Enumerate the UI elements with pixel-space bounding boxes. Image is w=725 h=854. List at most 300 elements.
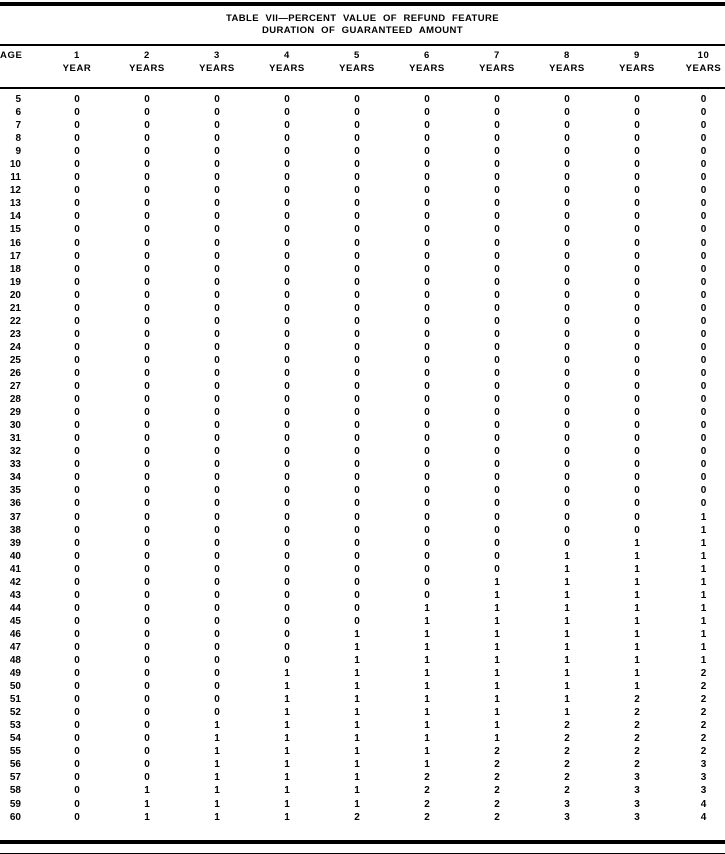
table-row	[0, 263, 725, 276]
value-cell: 0	[354, 433, 360, 445]
value-cell: 0	[634, 498, 640, 510]
value-cell: 0	[700, 420, 707, 432]
value-cell: 0	[564, 381, 570, 393]
table-row	[0, 758, 725, 771]
value-cell: 1	[424, 746, 430, 758]
value-cell: 0	[214, 707, 220, 719]
table-row	[0, 576, 725, 589]
age-cell: 57	[9, 772, 21, 784]
value-cell: 1	[700, 602, 707, 614]
value-cell: 2	[700, 694, 707, 706]
column-header-unit: YEARS	[549, 63, 585, 74]
value-cell: 0	[214, 615, 220, 627]
value-cell: 1	[354, 772, 360, 784]
value-cell: 1	[354, 759, 360, 771]
value-cell: 0	[424, 133, 430, 145]
value-cell: 0	[284, 341, 290, 353]
table-row	[0, 550, 725, 563]
table-row	[0, 693, 725, 706]
table-row	[0, 158, 725, 171]
value-cell: 0	[494, 381, 500, 393]
table-row	[0, 432, 725, 445]
value-cell: 0	[284, 628, 290, 640]
value-cell: 0	[74, 354, 80, 366]
value-cell: 0	[700, 407, 707, 419]
value-cell: 2	[494, 785, 500, 797]
column-header-unit: YEARS	[129, 63, 165, 74]
value-cell: 0	[354, 159, 360, 171]
value-cell: 0	[424, 550, 430, 562]
value-cell: 0	[424, 433, 430, 445]
value-cell: 0	[354, 394, 360, 406]
value-cell: 0	[494, 120, 500, 132]
value-cell: 0	[564, 459, 570, 471]
value-cell: 0	[424, 107, 430, 119]
value-cell: 0	[354, 459, 360, 471]
value-cell: 2	[424, 798, 430, 810]
value-cell: 0	[214, 328, 220, 340]
value-cell: 0	[144, 263, 150, 275]
value-cell: 1	[634, 615, 640, 627]
age-cell: 32	[9, 446, 21, 458]
table-row	[0, 537, 725, 550]
value-cell: 0	[564, 289, 570, 301]
column-header-number: 3	[214, 50, 220, 61]
age-cell: 22	[9, 315, 21, 327]
age-cell: 56	[9, 759, 21, 771]
value-cell: 0	[74, 798, 80, 810]
value-cell: 0	[494, 524, 500, 536]
value-cell: 0	[144, 511, 150, 523]
value-cell: 0	[700, 224, 707, 236]
value-cell: 0	[74, 759, 80, 771]
value-cell: 0	[74, 720, 80, 732]
value-cell: 1	[700, 524, 707, 536]
value-cell: 2	[564, 772, 570, 784]
value-cell: 0	[144, 354, 150, 366]
value-cell: 1	[494, 681, 500, 693]
value-cell: 0	[144, 107, 150, 119]
table-row	[0, 680, 725, 693]
value-cell: 0	[144, 120, 150, 132]
value-cell: 1	[284, 746, 290, 758]
table-row	[0, 132, 725, 145]
value-cell: 0	[494, 550, 500, 562]
value-cell: 2	[354, 811, 360, 823]
table-body	[0, 89, 725, 824]
value-cell: 2	[634, 707, 640, 719]
value-cell: 0	[424, 237, 430, 249]
table-row	[0, 289, 725, 302]
value-cell: 0	[634, 120, 640, 132]
bottom-hairline-rule	[0, 853, 725, 854]
value-cell: 2	[564, 720, 570, 732]
value-cell: 0	[700, 472, 707, 484]
value-cell: 0	[214, 498, 220, 510]
value-cell: 0	[144, 159, 150, 171]
value-cell: 0	[214, 394, 220, 406]
value-cell: 0	[214, 198, 220, 210]
value-cell: 1	[284, 785, 290, 797]
value-cell: 1	[354, 720, 360, 732]
value-cell: 1	[424, 707, 430, 719]
column-header-number: 10	[697, 50, 710, 61]
value-cell: 1	[424, 641, 430, 653]
value-cell: 0	[564, 172, 570, 184]
value-cell: 0	[354, 315, 360, 327]
column-header	[672, 49, 725, 75]
value-cell: 0	[214, 250, 220, 262]
age-cell: 19	[9, 276, 21, 288]
value-cell: 0	[494, 224, 500, 236]
value-cell: 0	[214, 524, 220, 536]
value-cell: 0	[144, 498, 150, 510]
value-cell: 0	[284, 459, 290, 471]
value-cell: 0	[284, 537, 290, 549]
value-cell: 0	[634, 172, 640, 184]
value-cell: 0	[144, 224, 150, 236]
value-cell: 0	[74, 681, 80, 693]
value-cell: 0	[144, 315, 150, 327]
value-cell: 0	[214, 576, 220, 588]
value-cell: 0	[74, 407, 80, 419]
value-cell: 1	[214, 720, 220, 732]
age-cell: 16	[9, 237, 21, 249]
value-cell: 0	[494, 433, 500, 445]
age-cell: 53	[9, 720, 21, 732]
value-cell: 0	[634, 315, 640, 327]
value-cell: 0	[214, 694, 220, 706]
value-cell: 1	[634, 641, 640, 653]
value-cell: 1	[634, 655, 640, 667]
value-cell: 0	[354, 381, 360, 393]
value-cell: 0	[74, 576, 80, 588]
value-cell: 0	[214, 589, 220, 601]
value-cell: 0	[214, 289, 220, 301]
value-cell: 0	[214, 107, 220, 119]
value-cell: 0	[494, 459, 500, 471]
table-row	[0, 667, 725, 680]
value-cell: 0	[74, 511, 80, 523]
value-cell: 0	[564, 433, 570, 445]
age-cell: 21	[9, 302, 21, 314]
value-cell: 0	[424, 367, 430, 379]
table-row	[0, 106, 725, 119]
age-cell: 45	[9, 615, 21, 627]
value-cell: 0	[214, 641, 220, 653]
value-cell: 1	[564, 641, 570, 653]
table-row	[0, 250, 725, 263]
value-cell: 0	[424, 185, 430, 197]
value-cell: 0	[144, 146, 150, 158]
value-cell: 0	[214, 459, 220, 471]
age-cell: 13	[9, 198, 21, 210]
value-cell: 0	[564, 341, 570, 353]
value-cell: 2	[700, 720, 707, 732]
value-cell: 1	[424, 602, 430, 614]
value-cell: 1	[354, 733, 360, 745]
value-cell: 0	[74, 746, 80, 758]
age-cell: 52	[9, 707, 21, 719]
value-cell: 2	[564, 733, 570, 745]
value-cell: 0	[74, 381, 80, 393]
column-header-unit: YEARS	[199, 63, 235, 74]
value-cell: 0	[564, 367, 570, 379]
value-cell: 0	[634, 459, 640, 471]
value-cell: 0	[564, 315, 570, 327]
value-cell: 2	[494, 746, 500, 758]
column-header	[112, 49, 182, 75]
value-cell: 0	[424, 289, 430, 301]
value-cell: 0	[214, 185, 220, 197]
value-cell: 0	[424, 576, 430, 588]
age-cell: 29	[9, 407, 21, 419]
value-cell: 0	[424, 172, 430, 184]
value-cell: 1	[634, 537, 640, 549]
value-cell: 0	[144, 707, 150, 719]
value-cell: 1	[354, 628, 360, 640]
age-cell: 10	[9, 159, 21, 171]
value-cell: 0	[144, 628, 150, 640]
value-cell: 0	[494, 237, 500, 249]
value-cell: 0	[74, 94, 80, 105]
age-cell: 44	[9, 602, 21, 614]
value-cell: 0	[634, 94, 640, 105]
table-row	[0, 602, 725, 615]
value-cell: 0	[144, 341, 150, 353]
value-cell: 0	[284, 550, 290, 562]
value-cell: 0	[354, 250, 360, 262]
value-cell: 0	[144, 485, 150, 497]
value-cell: 2	[564, 785, 570, 797]
age-cell: 43	[9, 589, 21, 601]
value-cell: 0	[424, 198, 430, 210]
value-cell: 1	[494, 733, 500, 745]
value-cell: 1	[144, 811, 150, 823]
value-cell: 2	[700, 746, 707, 758]
value-cell: 1	[564, 615, 570, 627]
value-cell: 3	[700, 759, 707, 771]
value-cell: 0	[214, 354, 220, 366]
value-cell: 0	[144, 289, 150, 301]
value-cell: 1	[284, 798, 290, 810]
value-cell: 0	[284, 394, 290, 406]
table-row	[0, 119, 725, 132]
value-cell: 0	[700, 159, 707, 171]
value-cell: 0	[494, 407, 500, 419]
value-cell: 1	[564, 655, 570, 667]
value-cell: 3	[634, 798, 640, 810]
table-row	[0, 93, 725, 106]
value-cell: 0	[634, 354, 640, 366]
value-cell: 0	[700, 315, 707, 327]
value-cell: 1	[564, 707, 570, 719]
value-cell: 0	[74, 433, 80, 445]
value-cell: 3	[700, 785, 707, 797]
value-cell: 1	[634, 589, 640, 601]
age-cell: 18	[9, 263, 21, 275]
table-row	[0, 784, 725, 797]
value-cell: 0	[634, 185, 640, 197]
value-cell: 0	[214, 211, 220, 223]
value-cell: 0	[424, 381, 430, 393]
value-cell: 1	[284, 720, 290, 732]
value-cell: 0	[74, 367, 80, 379]
value-cell: 0	[74, 524, 80, 536]
value-cell: 0	[214, 407, 220, 419]
value-cell: 0	[284, 563, 290, 575]
value-cell: 0	[284, 354, 290, 366]
value-cell: 0	[634, 107, 640, 119]
value-cell: 0	[494, 94, 500, 105]
age-cell: 35	[9, 485, 21, 497]
value-cell: 0	[564, 328, 570, 340]
value-cell: 0	[284, 94, 290, 105]
value-cell: 0	[494, 341, 500, 353]
value-cell: 0	[284, 589, 290, 601]
value-cell: 0	[700, 328, 707, 340]
value-cell: 0	[284, 302, 290, 314]
value-cell: 0	[494, 537, 500, 549]
age-cell: 42	[9, 576, 21, 588]
table-row	[0, 798, 725, 811]
value-cell: 0	[144, 563, 150, 575]
table-row	[0, 184, 725, 197]
value-cell: 0	[354, 185, 360, 197]
value-cell: 2	[564, 759, 570, 771]
value-cell: 4	[700, 811, 707, 823]
table-row	[0, 615, 725, 628]
value-cell: 0	[634, 407, 640, 419]
value-cell: 2	[494, 811, 500, 823]
age-cell: 11	[10, 172, 21, 184]
value-cell: 2	[424, 785, 430, 797]
value-cell: 0	[284, 289, 290, 301]
age-cell: 58	[9, 785, 21, 797]
value-cell: 1	[354, 694, 360, 706]
value-cell: 0	[564, 407, 570, 419]
value-cell: 0	[284, 602, 290, 614]
column-header	[602, 49, 672, 75]
value-cell: 2	[634, 759, 640, 771]
table-row	[0, 276, 725, 289]
age-cell: 60	[9, 811, 21, 823]
value-cell: 1	[700, 537, 707, 549]
value-cell: 0	[74, 276, 80, 288]
value-cell: 0	[564, 263, 570, 275]
value-cell: 1	[700, 511, 707, 523]
value-cell: 3	[700, 772, 707, 784]
value-cell: 1	[494, 668, 500, 680]
column-header-number: 9	[634, 50, 640, 61]
value-cell: 0	[74, 563, 80, 575]
value-cell: 0	[144, 759, 150, 771]
age-cell: 46	[9, 628, 21, 640]
age-cell: 15	[9, 224, 21, 236]
value-cell: 1	[700, 576, 707, 588]
value-cell: 0	[144, 746, 150, 758]
value-cell: 0	[144, 655, 150, 667]
value-cell: 3	[634, 785, 640, 797]
value-cell: 0	[74, 772, 80, 784]
value-cell: 0	[144, 250, 150, 262]
value-cell: 0	[144, 94, 150, 105]
value-cell: 0	[354, 524, 360, 536]
value-cell: 1	[424, 655, 430, 667]
value-cell: 1	[564, 681, 570, 693]
value-cell: 0	[214, 263, 220, 275]
age-cell: 7	[15, 120, 21, 132]
value-cell: 1	[284, 759, 290, 771]
value-cell: 2	[700, 668, 707, 680]
value-cell: 0	[700, 146, 707, 158]
value-cell: 0	[354, 263, 360, 275]
value-cell: 0	[74, 550, 80, 562]
value-cell: 0	[214, 433, 220, 445]
value-cell: 0	[354, 472, 360, 484]
value-cell: 0	[424, 276, 430, 288]
value-cell: 0	[74, 694, 80, 706]
value-cell: 1	[424, 628, 430, 640]
value-cell: 2	[700, 733, 707, 745]
value-cell: 0	[214, 485, 220, 497]
value-cell: 2	[564, 746, 570, 758]
value-cell: 1	[564, 602, 570, 614]
value-cell: 0	[214, 159, 220, 171]
table-row	[0, 732, 725, 745]
value-cell: 1	[634, 563, 640, 575]
value-cell: 0	[284, 641, 290, 653]
age-cell: 27	[9, 381, 21, 393]
value-cell: 0	[144, 394, 150, 406]
value-cell: 0	[214, 511, 220, 523]
value-cell: 0	[634, 446, 640, 458]
value-cell: 0	[144, 459, 150, 471]
value-cell: 0	[144, 276, 150, 288]
value-cell: 0	[424, 120, 430, 132]
value-cell: 0	[424, 263, 430, 275]
value-cell: 0	[634, 394, 640, 406]
value-cell: 2	[494, 759, 500, 771]
value-cell: 0	[494, 420, 500, 432]
value-cell: 0	[564, 237, 570, 249]
value-cell: 0	[74, 537, 80, 549]
value-cell: 1	[284, 811, 290, 823]
table-row	[0, 471, 725, 484]
value-cell: 0	[700, 185, 707, 197]
value-cell: 0	[284, 407, 290, 419]
table-row	[0, 497, 725, 510]
value-cell: 0	[494, 172, 500, 184]
value-cell: 0	[214, 420, 220, 432]
table-row	[0, 419, 725, 432]
value-cell: 0	[700, 446, 707, 458]
value-cell: 0	[354, 237, 360, 249]
value-cell: 0	[74, 146, 80, 158]
value-cell: 0	[494, 211, 500, 223]
value-cell: 0	[284, 172, 290, 184]
value-cell: 0	[634, 302, 640, 314]
value-cell: 1	[700, 550, 707, 562]
value-cell: 0	[354, 407, 360, 419]
value-cell: 0	[564, 394, 570, 406]
value-cell: 1	[424, 615, 430, 627]
value-cell: 1	[214, 772, 220, 784]
value-cell: 0	[144, 772, 150, 784]
value-cell: 0	[214, 94, 220, 105]
value-cell: 2	[700, 681, 707, 693]
value-cell: 1	[634, 576, 640, 588]
